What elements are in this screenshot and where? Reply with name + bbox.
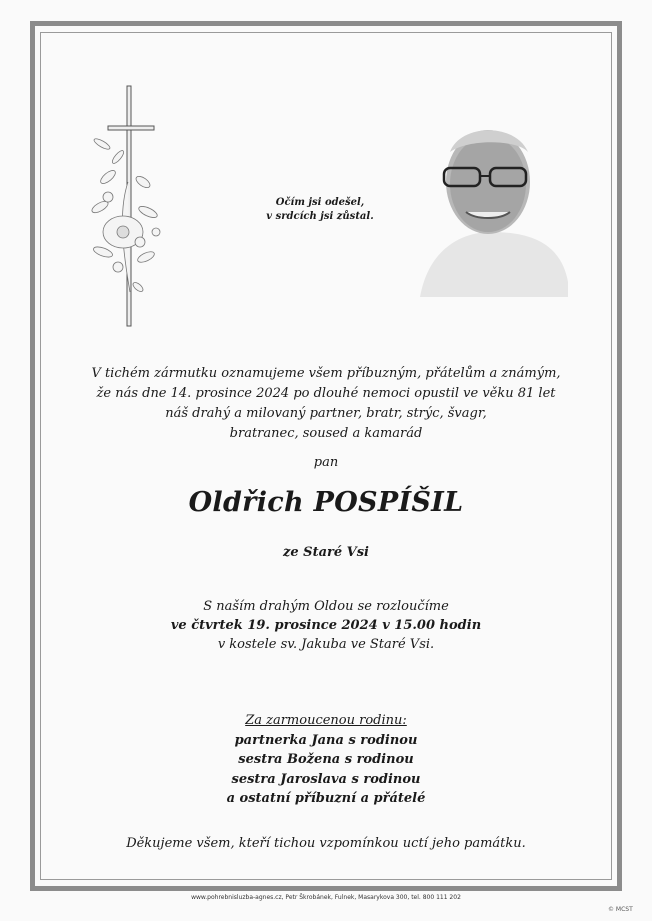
deceased-name: Oldřich POSPÍŠIL [188, 487, 464, 518]
announcement-line-3: náš drahý a milovaný partner, bratr, strýc, švagr, [165, 406, 487, 421]
footer-contact: www.pohrebnisluzba-agnes.cz, Petr Škrobánek, Fulnek, Masarykova 300, tel. 800 111 202 [191, 894, 461, 901]
family-heading: Za zarmoucenou rodinu: [245, 713, 407, 728]
family-member: partnerka Jana s rodinou [234, 732, 418, 748]
announcement-text [60, 364, 592, 444]
announcement-line-2: že nás dne 14. prosince 2024 po dlouhé nemoci opustil ve věku 81 let [96, 386, 556, 401]
family-member: sestra Božena s rodinou [238, 752, 414, 767]
family-member: sestra Jaroslava s rodinou [231, 771, 421, 787]
farewell-location: v kostele sv. Jakuba ve Staré Vsi. [217, 637, 435, 652]
quote-line-2: v srdcích jsi zůstal. [266, 211, 374, 222]
farewell-details [60, 597, 592, 654]
portrait-photo [410, 112, 570, 312]
announcement-line-4: bratranec, soused a kamarád [229, 426, 423, 441]
thanks-line: Děkujeme všem, kteří tichou vzpomínkou uctí jeho památku. [126, 836, 526, 851]
cross-with-flowers-icon [78, 82, 180, 334]
quote-line-1: Očím jsi odešel, [275, 197, 365, 208]
place-of-origin: ze Staré Vsi [283, 545, 369, 560]
print-mark: © MCST [608, 906, 633, 913]
family-member: a ostatní příbuzní a přátelé [226, 791, 426, 806]
farewell-date-time: ve čtvrtek 19. prosince 2024 v 15.00 hodin [170, 618, 482, 633]
memorial-quote [250, 196, 390, 224]
farewell-line-1: S naším drahým Oldou se rozloučíme [203, 599, 449, 614]
title-word: pan [313, 455, 339, 470]
announcement-line-1: V tichém zármutku oznamujeme všem příbuzným, přátelům a známým, [91, 366, 561, 381]
family-list [60, 711, 592, 809]
